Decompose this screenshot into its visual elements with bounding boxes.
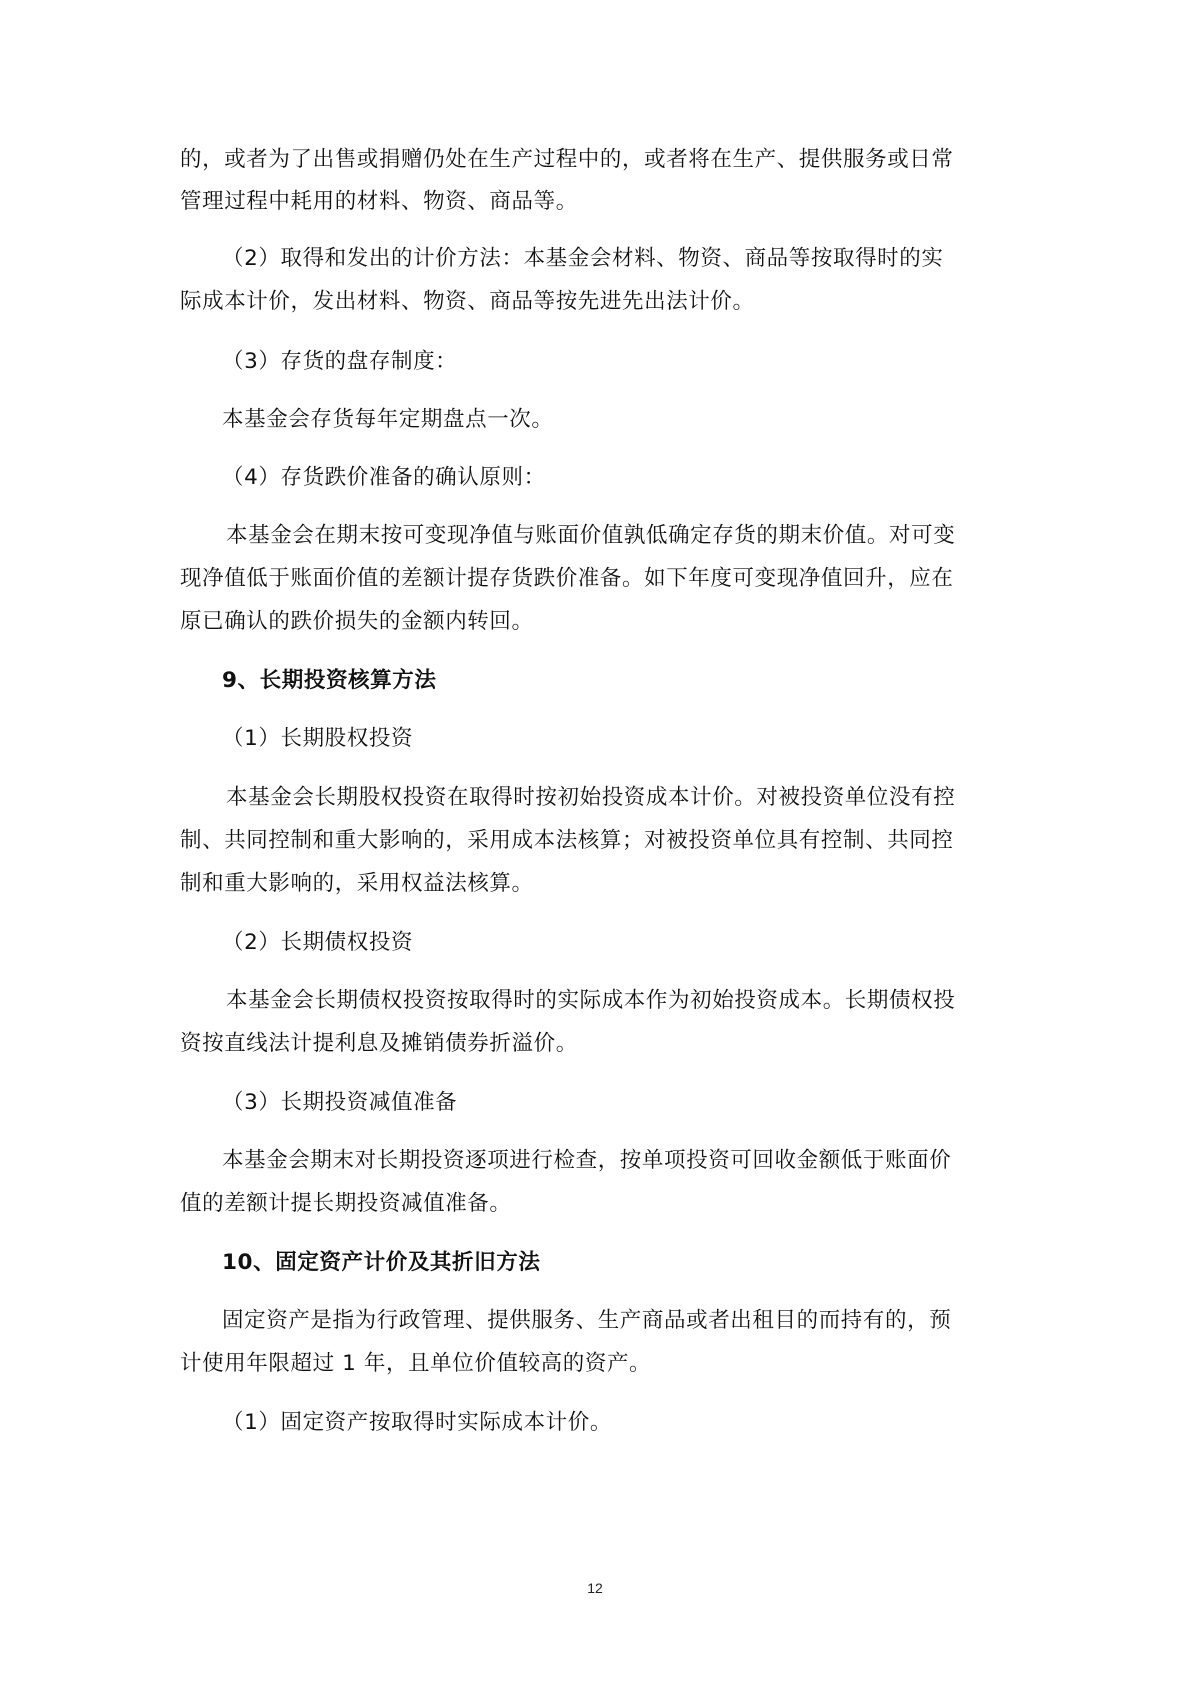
paragraph-line: 的，或者为了出售或捐赠仍处在生产过程中的，或者将在生产、提供服务或日常 [180,147,954,172]
page-number: 12 [587,1580,603,1596]
paragraph-line: 制、共同控制和重大影响的，采用成本法核算；对被投资单位具有控制、共同控 [180,828,954,853]
section-heading: 10、固定资产计价及其折旧方法 [222,1250,541,1275]
paragraph-line: 计使用年限超过 1 年，且单位价值较高的资产。 [180,1351,652,1376]
paragraph-line: 资按直线法计提利息及摊销债券折溢价。 [180,1031,578,1056]
paragraph-line: （2）取得和发出的计价方法：本基金会材料、物资、商品等按取得时的实 [222,246,944,271]
paragraph-line: （3）存货的盘存制度： [222,349,458,374]
paragraph-line: 管理过程中耗用的材料、物资、商品等。 [180,189,578,214]
subsection-heading: （1）固定资产按取得时实际成本计价。 [222,1410,612,1435]
paragraph-line: 制和重大影响的，采用权益法核算。 [180,871,534,896]
paragraph-line: 本基金会在期末按可变现净值与账面价值孰低确定存货的期末价值。对可变 [226,523,956,548]
section-heading: 9、长期投资核算方法 [222,668,437,693]
paragraph-line: 现净值低于账面价值的差额计提存货跌价准备。如下年度可变现净值回升，应在 [180,566,954,591]
paragraph-line: 际成本计价，发出材料、物资、商品等按先进先出法计价。 [180,289,755,314]
subsection-heading: （3）长期投资减值准备 [222,1090,458,1115]
subsection-heading: （2）长期债权投资 [222,930,414,955]
paragraph-line: 本基金会存货每年定期盘点一次。 [222,407,554,432]
paragraph-line: 本基金会长期股权投资在取得时按初始投资成本计价。对被投资单位没有控 [226,785,956,810]
paragraph-line: 原已确认的跌价损失的金额内转回。 [180,609,534,634]
paragraph-line: （4）存货跌价准备的确认原则： [222,465,546,490]
paragraph-line: 值的差额计提长期投资减值准备。 [180,1191,512,1216]
paragraph-line: 本基金会期末对长期投资逐项进行检查，按单项投资可回收金额低于账面价 [222,1148,952,1173]
subsection-heading: （1）长期股权投资 [222,726,414,751]
paragraph-line: 固定资产是指为行政管理、提供服务、生产商品或者出租目的而持有的，预 [222,1308,952,1333]
paragraph-line: 本基金会长期债权投资按取得时的实际成本作为初始投资成本。长期债权投 [226,988,956,1013]
